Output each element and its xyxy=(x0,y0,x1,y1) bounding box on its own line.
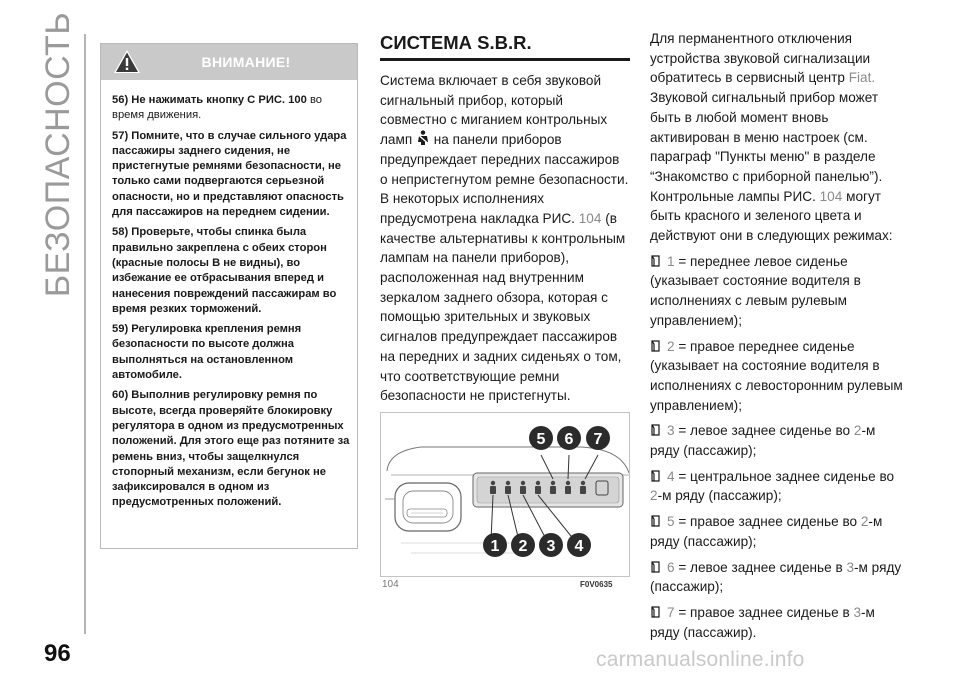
page-number: 96 xyxy=(44,640,71,667)
seat-number: 7 xyxy=(667,604,675,620)
seat-item-2 xyxy=(650,337,905,416)
row-ref: 2 xyxy=(860,514,869,530)
side-divider xyxy=(84,34,86,634)
section-title-rule xyxy=(380,58,630,61)
seat-number: 1 xyxy=(667,253,675,269)
callout-bottom-group xyxy=(483,533,591,557)
seat-bullet-icon xyxy=(650,515,661,527)
warning-box xyxy=(100,43,358,549)
paragraph-text: Система включает в себя звуковой сигнальный прибор, который совместно с миганием контрольных ламп xyxy=(380,73,608,148)
warning-header xyxy=(101,44,357,80)
seat-number: 2 xyxy=(667,338,675,354)
row-ref: 2 xyxy=(650,488,658,504)
callout-3: 3 xyxy=(546,538,556,555)
seat-bullet-icon xyxy=(650,470,661,482)
seat-item-4 xyxy=(650,467,905,506)
seat-item-7 xyxy=(650,603,905,642)
sbr-panel-figure xyxy=(380,412,630,577)
warning-item-56 xyxy=(112,93,350,124)
seat-bullet-icon xyxy=(650,340,661,352)
callout-1: 1 xyxy=(490,538,500,555)
seat-text: = левое заднее сиденье в xyxy=(678,559,843,575)
seat-text: -м ряду (пассажир); xyxy=(650,559,902,595)
warning-triangle-icon xyxy=(113,49,141,74)
warning-item-bold: 59) Регулировка крепления ремня безопасности по высоте должна выполняться на остановленном автомобиле. xyxy=(112,323,302,382)
sbr-panel-illustration xyxy=(381,413,630,577)
figure-ref: 104 xyxy=(578,210,602,226)
section-side-title-text: БЕЗОПАСНОСТЬ xyxy=(39,11,78,297)
paragraph-text: Для перманентного отключения устройства звуковой сигнализации обратитесь в сервисный центр xyxy=(650,31,871,86)
seat-text: = переднее левое сиденье (указывает состояние водителя в исполнениях с левым рулевым управлением); xyxy=(650,253,861,328)
warning-item-60 xyxy=(112,388,350,510)
row-ref: 2 xyxy=(853,423,862,439)
paragraph-text: В некоторых исполнениях предусмотрена накладка РИС. xyxy=(380,191,575,226)
warning-item-bold: 58) Проверьте, чтобы спинка была правильно закреплена с обеих сторон (красные полосы B не видны), во избежание ее отбрасывания вперед и нанесения повреждений пассажирам во время резких торможений. xyxy=(112,226,337,315)
figure-ref: 104 xyxy=(819,188,843,204)
warning-item-bold: 57) Помните, что в случае сильного удара пассажиры заднего сидения, не пристегнутые ремнями безопасности, не только сами подвергаются серьезной опасности, но и представляют опасность для пассажиров на переднем сидении. xyxy=(112,129,347,219)
figure-code: F0V0635 xyxy=(580,580,613,589)
seat-text: = правое заднее сиденье во xyxy=(678,514,858,530)
seat-text: -м ряду (пассажир); xyxy=(650,514,883,549)
seat-item-1 xyxy=(650,252,905,331)
seat-text: = правое заднее сиденье в xyxy=(678,604,850,620)
warning-item-bold: 56) Не нажимать кнопку С РИС. 100 xyxy=(112,94,307,106)
paragraph-text: (в качестве альтернативы к контрольным лампам на панели приборов), расположенная над внутренним зеркалом заднего обзора, которая с помощью зрительных и звуковых сигналов предупреждает пассажиров на передних и задних сиденьях о том, что соответствующие ремни безопасности не пристегнуты. xyxy=(380,210,626,404)
warning-item-59 xyxy=(112,322,350,383)
seat-item-5 xyxy=(650,512,905,551)
seat-text: = центральное заднее сиденье во xyxy=(678,468,895,484)
callout-7: 7 xyxy=(593,431,603,448)
section-paragraph xyxy=(380,71,630,406)
seat-text: -м ряду (пассажир). xyxy=(650,604,875,640)
intro-paragraph xyxy=(650,29,905,246)
warning-item-57 xyxy=(112,129,350,221)
paragraph-text: на панели приборов предупреждает передних пассажиров о непристегнутом ремне безопасности. xyxy=(380,132,629,187)
seat-bullet-icon xyxy=(650,606,661,618)
watermark-link[interactable]: carmanualsonline.info xyxy=(596,648,805,671)
callout-5: 5 xyxy=(536,431,546,448)
brand-ref: Fiat. xyxy=(848,70,876,86)
seat-text: -м ряду (пассажир); xyxy=(650,423,876,459)
seat-text: = левое заднее сиденье во xyxy=(678,423,851,439)
warning-item-bold: 60) Выполнив регулировку ремня по высоте, всегда проверяйте блокировку регулятора в одном из предусмотренных положений. Для этого еще раз потяните за ремень вниз, чтобы защелкнулся стопорный механизм, если бегунок не зафиксировался в одном из предусмотренных положений. xyxy=(112,389,350,509)
figure-number: 104 xyxy=(382,579,399,590)
seat-number: 5 xyxy=(667,514,675,530)
seat-number: 4 xyxy=(667,468,675,484)
warning-title: ВНИМАНИЕ! xyxy=(201,54,291,70)
seat-number: 3 xyxy=(667,423,675,439)
paragraph-text: Звуковой сигнальный прибор может быть в любой момент вновь активирован в меню настроек (см. параграф "Пункты меню" в разделе “Знакомство с приборной панелью”). Контрольные лампы РИС. xyxy=(650,90,883,204)
warning-body xyxy=(101,80,357,511)
seat-bullet-icon xyxy=(650,424,661,436)
sbr-section xyxy=(380,32,630,406)
seat-text: = правое переднее сиденье (указывает на состояние водителя в исполнениях с левосторонним рулевым управлением); xyxy=(650,338,903,413)
callout-2: 2 xyxy=(518,538,528,555)
callout-top-group xyxy=(529,426,610,450)
row-ref: 3 xyxy=(853,604,862,620)
seatbelt-warning-icon xyxy=(416,130,430,146)
section-side-title xyxy=(34,11,84,297)
paragraph-text: могут быть красного и зеленого цвета и действуют они в следующих режимах: xyxy=(650,188,893,244)
warning-item-regular: во время движения. xyxy=(112,94,322,122)
row-ref: 3 xyxy=(846,559,855,575)
callout-4: 4 xyxy=(574,538,584,555)
seat-item-3 xyxy=(650,421,905,460)
section-title: СИСТЕМА S.B.R. xyxy=(380,32,532,53)
seat-item-6 xyxy=(650,558,905,597)
seat-text: -м ряду (пассажир); xyxy=(657,488,782,504)
seat-number: 6 xyxy=(667,559,675,575)
seat-bullet-icon xyxy=(650,255,661,267)
seat-bullet-icon xyxy=(650,561,661,573)
callout-6: 6 xyxy=(564,431,574,448)
lamp-modes-column xyxy=(650,29,905,642)
warning-item-58 xyxy=(112,225,350,317)
